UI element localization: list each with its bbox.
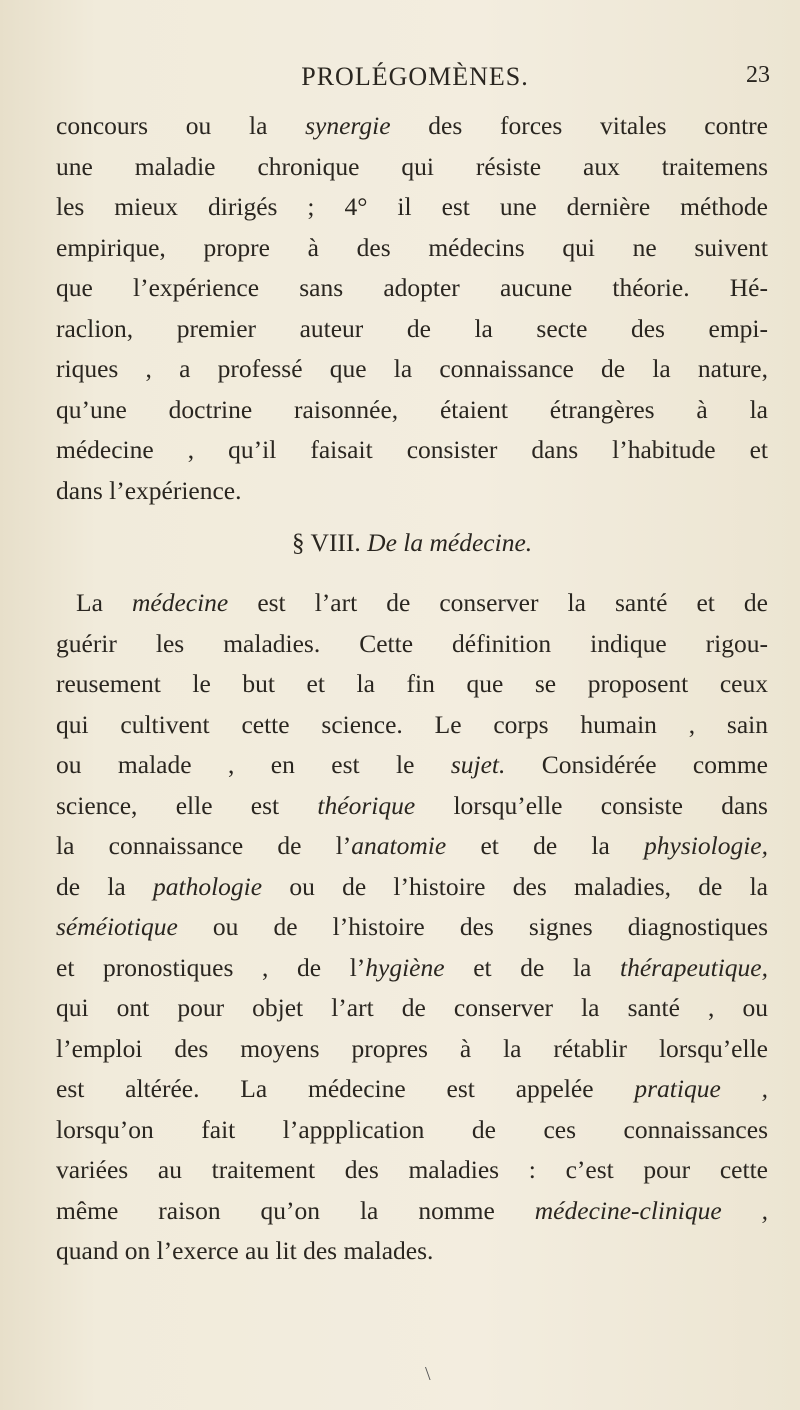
text-line <box>56 669 768 707</box>
text-line <box>56 395 768 433</box>
text-segment: est l’art de conserver la santé et de <box>228 588 768 617</box>
text-line <box>76 588 768 626</box>
text-segment: et pronostiques , de l’ <box>56 952 366 982</box>
text-segment: les mieux dirigés ; 4° il est une dernière méthode <box>56 192 768 221</box>
text-segment: la connaissance de l’ <box>56 831 352 860</box>
text-line <box>56 273 768 311</box>
text-segment: anatomie <box>351 831 447 860</box>
text-segment: riques , a professé que la connaissance de la nature, <box>56 354 768 383</box>
text-segment: ou de l’histoire des maladies, de la <box>262 871 768 901</box>
text-segment: est altérée. La médecine est appelée <box>56 1074 635 1103</box>
text-segment: La <box>76 588 132 617</box>
text-line <box>56 435 768 473</box>
section-number: § VIII. <box>291 528 368 557</box>
text-segment: une maladie chronique qui résiste aux traitemens <box>56 151 768 181</box>
text-line <box>56 152 768 190</box>
text-segment: des forces vitales contre <box>390 111 768 140</box>
text-line <box>56 831 768 869</box>
text-segment: lorsqu’elle consiste dans <box>415 790 768 820</box>
text-line <box>56 791 768 829</box>
text-segment: et de la <box>444 952 620 982</box>
text-segment: pathologie <box>153 871 263 901</box>
text-segment: qui ont pour objet l’art de conserver la santé , ou <box>56 993 768 1022</box>
text-segment: et de la <box>446 831 645 860</box>
footer-mark: \ <box>425 1363 431 1385</box>
text-line <box>56 953 768 991</box>
text-segment: synergie <box>305 111 391 140</box>
text-line <box>56 993 768 1031</box>
text-segment: que l’expérience sans adopter aucune théorie. Hé- <box>56 273 768 302</box>
text-line <box>56 710 768 748</box>
text-segment: médecine <box>131 588 229 617</box>
running-head <box>60 62 770 102</box>
text-segment: même raison qu’on la nomme <box>56 1195 535 1225</box>
page-number: 23 <box>746 62 770 88</box>
text-line <box>56 111 768 149</box>
text-segment: médecine-clinique , <box>534 1195 768 1225</box>
text-line <box>56 1074 768 1112</box>
text-line <box>56 1155 768 1193</box>
text-line <box>56 314 768 352</box>
text-line <box>56 912 768 950</box>
text-segment: lorsqu’on fait l’appplication de ces connaissances <box>56 1114 768 1144</box>
text-segment: qu’une doctrine raisonnée, étaient étrangères à la <box>56 394 768 424</box>
text-line <box>56 629 768 667</box>
text-segment: reusement le but et la fin que se proposent ceux <box>56 669 768 698</box>
text-segment: Considérée comme <box>505 750 768 779</box>
text-line <box>56 233 768 271</box>
text-segment: thérapeutique, <box>619 952 768 982</box>
text-line <box>56 1196 768 1234</box>
text-line <box>56 476 768 514</box>
text-segment: ou malade , en est le <box>56 750 451 779</box>
text-segment: sujet. <box>450 750 506 779</box>
text-line <box>56 1236 768 1274</box>
text-line <box>56 1115 768 1153</box>
text-segment: pratique , <box>634 1074 768 1103</box>
text-segment: dans l’expérience. <box>56 475 242 505</box>
text-segment: empirique, propre à des médecins qui ne suivent <box>56 232 768 262</box>
text-segment: variées au traitement des maladies : c’est pour cette <box>56 1155 768 1184</box>
text-segment: science, elle est <box>56 790 318 820</box>
text-segment: séméiotique <box>56 912 178 941</box>
text-segment: de la <box>56 871 153 901</box>
text-line <box>56 192 768 230</box>
text-segment: concours ou la <box>56 111 306 140</box>
text-segment: médecine , qu’il faisait consister dans l’habitude et <box>56 435 768 464</box>
text-line <box>56 750 768 788</box>
section-title: De la médecine. <box>367 528 533 557</box>
text-line <box>56 872 768 910</box>
text-segment: hygiène <box>365 952 445 982</box>
running-head-title: PROLÉGOMÈNES. <box>301 62 529 91</box>
text-line <box>56 354 768 392</box>
text-segment: raclion, premier auteur de la secte des empi- <box>56 313 768 343</box>
text-segment: guérir les maladies. Cette définition indique rigou- <box>56 628 768 658</box>
text-segment: qui cultivent cette science. Le corps humain , sain <box>56 709 768 739</box>
text-segment: physiologie, <box>644 831 768 860</box>
text-segment: théorique <box>317 790 416 820</box>
text-segment: l’emploi des moyens propres à la rétablir lorsqu’elle <box>56 1033 768 1063</box>
text-segment: quand on l’exerce au lit des malades. <box>56 1236 434 1265</box>
text-segment: ou de l’histoire des signes diagnostiques <box>177 912 768 941</box>
text-line <box>56 1034 768 1072</box>
